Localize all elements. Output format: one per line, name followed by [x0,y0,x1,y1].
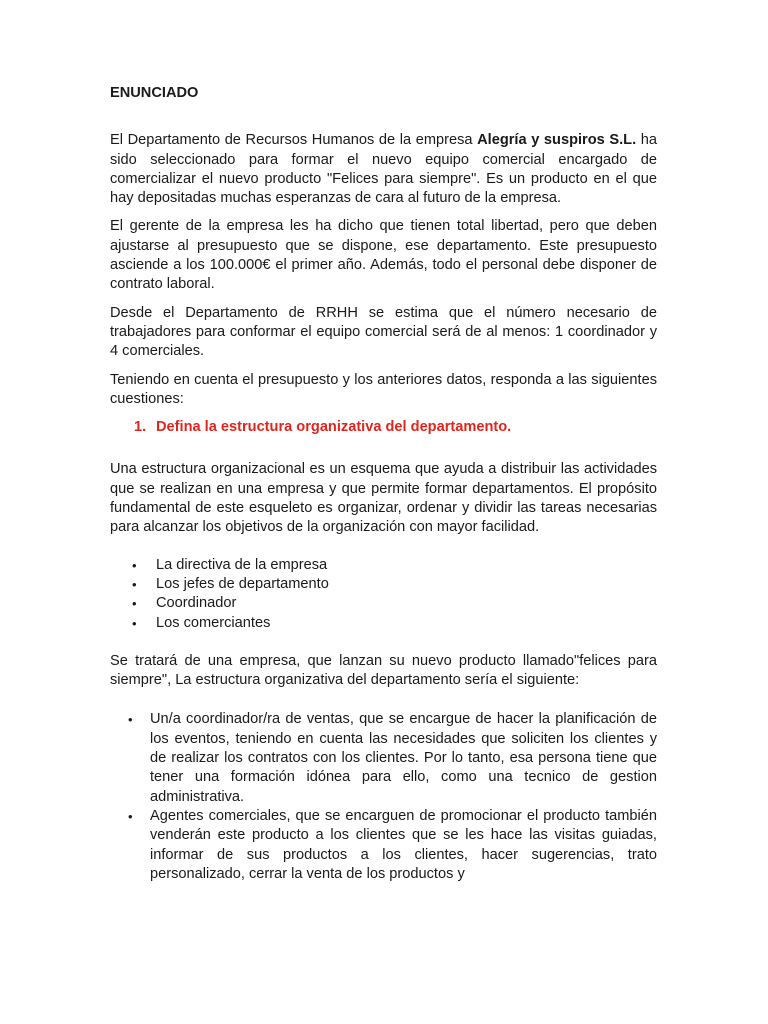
intro-text-before: El Departamento de Recursos Humanos de la empresa [110,132,478,149]
list-item-label: Los jefes de departamento [156,575,329,592]
instructions-paragraph: Teniendo en cuenta el presupuesto y los anteriores datos, responda a las siguientes cuestiones: [110,371,657,407]
intro-paragraph [110,131,657,208]
bullet-icon: • [132,615,137,631]
roles-list [110,710,657,884]
hierarchy-list [110,556,657,633]
list-item [110,575,657,594]
document-heading: ENUNCIADO [110,85,199,101]
budget-paragraph: El gerente de la empresa les ha dicho que tienen total libertad, pero que deben ajustarse al presupuesto que se dispone, ese departamento. Este presupuesto asciende a los 100.000€ el primer año. Además, todo el personal debe disponer de contrato laboral. [110,218,657,293]
list-item [110,614,657,633]
list-item-label: Los comerciantes [156,614,271,631]
bullet-icon: • [128,808,133,824]
bullet-icon: • [132,557,137,573]
bullet-icon: • [132,576,137,592]
role-coordinator-text: Un/a coordinador/ra de ventas, que se encargue de hacer la planificación de los eventos, teniendo en cuenta las necesidades que soliciten los clientes y de realizar los contratos con los clientes. Por lo tanto, esa persona tiene que tener una formación idónea para ello, como una tecnico de gestion administrativa. [150,711,657,805]
list-item [110,594,657,613]
staffing-paragraph: Desde el Departamento de RRHH se estima que el número necesario de trabajadores para conformar el equipo comercial será de al menos: 1 coordinador y 4 comerciales. [110,304,657,360]
answer-paragraph: Una estructura organizacional es un esquema que ayuda a distribuir las actividades que se realizan en una empresa y que permite formar departamentos. El propósito fundamental de este esqueleto es organizar, ordenar y dividir las tareas necesarias para alcanzar los objetivos de la organización con mayor facilidad. [110,461,657,536]
intro-text-after: ha sido seleccionado para formar el nuevo equipo comercial encargado de comercializar el nuevo producto "Felices para siempre". Es un producto en el que hay depositadas muchas esperanzas de cara al futuro de la empresa. [110,132,657,207]
bullet-icon: • [132,596,137,612]
company-name: Alegría y suspiros S.L. [477,132,637,149]
list-item [110,710,657,806]
role-agents-text: Agentes comerciales, que se encarguen de promocionar el producto también venderán este producto a los clientes que se les hace las visitas guiadas, informar de sus productos a los clientes, hacer sugerencias, trato personalizado, cerrar la venta de los productos y [150,807,657,882]
question-text: Defina la estructura organizativa del departamento. [156,419,512,436]
document-page [110,84,657,884]
list-item [110,807,657,884]
list-item [110,556,657,575]
structure-paragraph: Se tratará de una empresa, que lanzan su nuevo producto llamado"felices para siempre", La estructura organizativa del departamento sería el siguiente: [110,652,657,689]
list-item-label: Coordinador [156,595,237,612]
question-1 [110,418,657,437]
list-item-label: La directiva de la empresa [156,556,328,573]
bullet-icon: • [128,712,133,728]
question-number: 1. [134,419,147,436]
